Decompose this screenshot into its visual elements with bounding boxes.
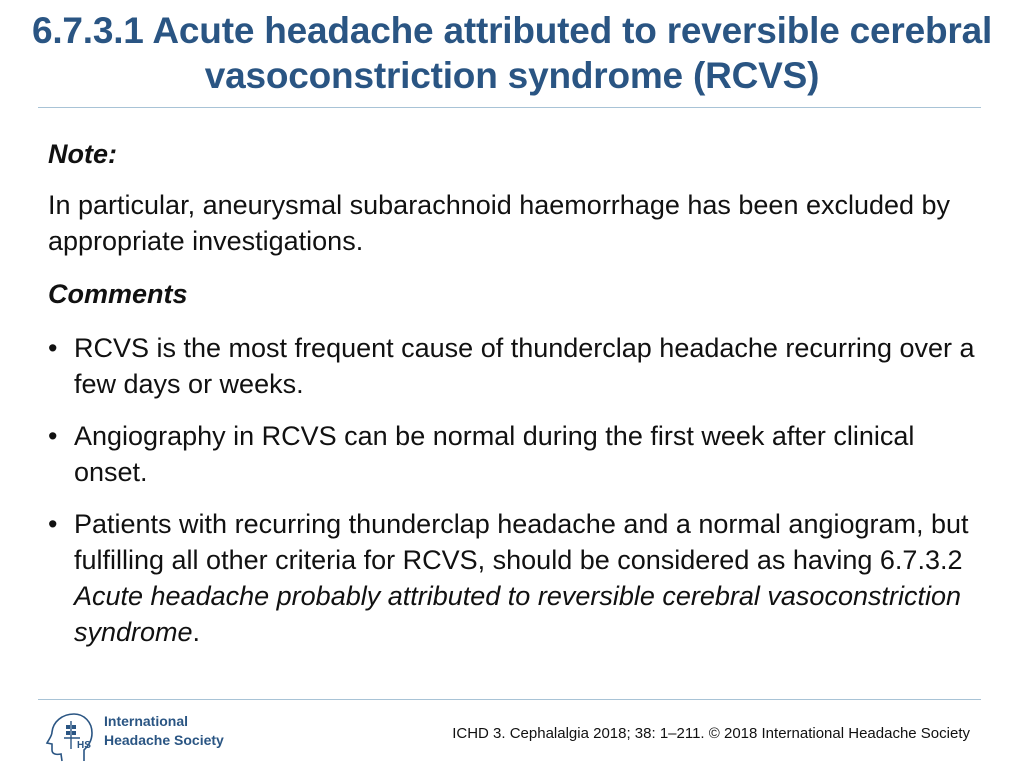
head-profile-icon: [44, 711, 100, 763]
ihs-logo: [44, 711, 234, 763]
logo-line-2: Headache Society: [104, 732, 224, 748]
bullet-icon: •: [48, 421, 58, 451]
bullet-icon: •: [48, 509, 58, 539]
bullet-text: Angiography in RCVS can be normal during the first week after clinical onset.: [74, 421, 915, 487]
comments-heading: Comments: [48, 279, 188, 309]
logo-wordmark: [104, 712, 224, 750]
note-heading: Note:: [48, 139, 117, 169]
logo-line-1: International: [104, 713, 189, 729]
footer-divider: [38, 699, 981, 700]
list-item: [48, 506, 983, 650]
svg-text:HS: HS: [77, 740, 91, 751]
bullet-icon: •: [48, 333, 58, 363]
slide-body: [48, 136, 983, 666]
slide-title: 6.7.3.1 Acute headache attributed to reversible cerebral vasoconstriction syndrome (RCVS): [31, 10, 993, 96]
list-item: [48, 330, 983, 402]
bullet-text: Patients with recurring thunderclap headache and a normal angiogram, but fulfilling all other criteria for RCVS, should be considered as having 6.7.3.2: [74, 509, 969, 575]
note-text: In particular, aneurysmal subarachnoid haemorrhage has been excluded by appropriate investigations.: [48, 190, 951, 256]
citation-text: ICHD 3. Cephalalgia 2018; 38: 1–211. © 2018 International Headache Society: [452, 725, 970, 742]
title-divider: [38, 107, 981, 108]
bullet-text-italic: Acute headache probably attributed to reversible cerebral vasoconstriction syndrome: [74, 581, 962, 647]
comments-list: [48, 330, 983, 650]
bullet-text: RCVS is the most frequent cause of thunderclap headache recurring over a few days or weeks.: [74, 333, 975, 399]
list-item: [48, 418, 983, 490]
bullet-text-end: .: [192, 617, 201, 647]
